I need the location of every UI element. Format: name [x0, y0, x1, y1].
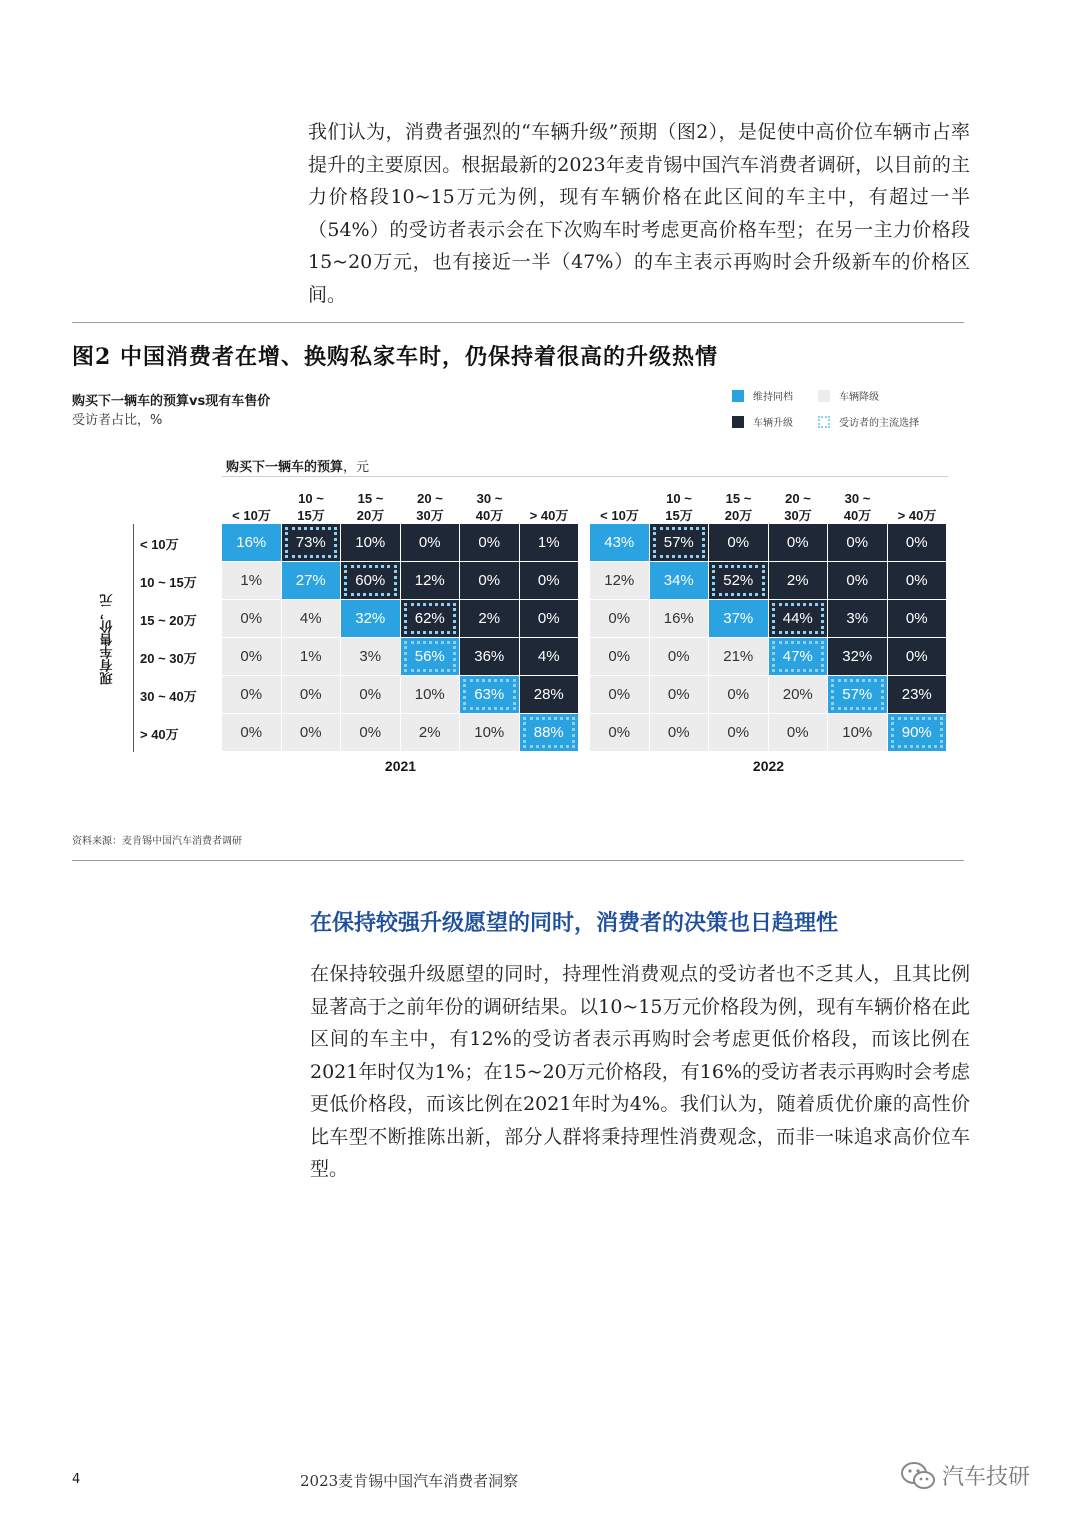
heatmap-cell: 0%: [769, 524, 828, 561]
column-label: 15 ~ 20万: [356, 491, 385, 523]
heatmap-cell: 1%: [222, 562, 281, 599]
heatmap-cell: 12%: [590, 562, 649, 599]
heatmap-cell: 0%: [650, 676, 709, 713]
row-label: 30 ~ 40万: [140, 688, 197, 704]
heatmap-cell: 0%: [709, 714, 768, 751]
chart-subtitle: 购买下一辆车的预算vs现有车售价: [72, 394, 271, 409]
heatmap-cell: 34%: [650, 562, 709, 599]
panel-year-label: 2021: [384, 758, 417, 774]
intro-paragraph: 我们认为，消费者强烈的“车辆升级”预期（图2），是促使中高价位车辆市占率提升的主要原因。根据最新的2023年麦肯锡中国汽车消费者调研，以目前的主力价格段10~15万元为例，现有车辆价格在此区间的车主中，有超过一半（54%）的受访者表示会在下次购车时考虑更高价格车型；在另一主力价格段15~20万元，也有接近一半（47%）的车主表示再购时会升级新车的价格区间。: [308, 121, 970, 306]
column-label: < 10万: [232, 508, 271, 523]
heatmap-cell: 57%: [828, 676, 887, 713]
bottom-divider: [72, 860, 964, 861]
heatmap-cell: 32%: [828, 638, 887, 675]
footer-title: 2023麦肯锡中国汽车消费者洞察: [300, 1472, 519, 1490]
column-label: 10 ~ 15万: [665, 491, 693, 523]
heatmap-cell: 1%: [282, 638, 341, 675]
heatmap-cell: 4%: [282, 600, 341, 637]
heatmap-cell: 0%: [650, 714, 709, 751]
legend-swatch-same: [732, 390, 744, 402]
row-label: > 40万: [140, 726, 179, 742]
heatmap-cell: 36%: [460, 638, 519, 675]
row-label: < 10万: [140, 536, 179, 552]
heatmap-cell: 47%: [769, 638, 828, 675]
column-label: < 10万: [600, 508, 639, 523]
heatmap-cell: 0%: [828, 524, 887, 561]
legend-up: 车辆升级: [732, 414, 793, 429]
heatmap-cell: 2%: [460, 600, 519, 637]
heatmap-cell: 88%: [520, 714, 579, 751]
heatmap-cell: 0%: [520, 600, 579, 637]
heatmap-cell: 3%: [341, 638, 400, 675]
heatmap-cell: 0%: [222, 638, 281, 675]
legend-down: 车辆降级: [818, 388, 879, 403]
heatmap-cell: 20%: [769, 676, 828, 713]
heatmap-cell: 43%: [590, 524, 649, 561]
heatmap-cell: 16%: [650, 600, 709, 637]
heatmap-cell: 2%: [401, 714, 460, 751]
heatmap-cell: 0%: [828, 562, 887, 599]
column-label: > 40万: [529, 508, 569, 523]
section-heading: 在保持较强升级愿望的同时，消费者的决策也日趋理性: [310, 910, 839, 936]
column-label: 30 ~ 40万: [475, 491, 504, 523]
wechat-icon: [900, 1461, 936, 1491]
heatmap-cell: 0%: [282, 676, 341, 713]
heatmap-cell: 10%: [828, 714, 887, 751]
figure-title: 图2 中国消费者在增、换购私家车时，仍保持着很高的升级热情: [72, 344, 718, 370]
heatmap-cell: 57%: [650, 524, 709, 561]
heatmap-cell: 3%: [828, 600, 887, 637]
heatmap-cell: 0%: [282, 714, 341, 751]
column-label: 30 ~ 40万: [843, 491, 872, 523]
heatmap-cell: 0%: [888, 600, 947, 637]
column-label: > 40万: [897, 508, 937, 523]
top-divider: [72, 322, 964, 323]
heatmap-cell: 0%: [222, 676, 281, 713]
legend-swatch-up: [732, 416, 744, 428]
heatmap-cell: 0%: [222, 600, 281, 637]
heatmap-cell: 0%: [460, 524, 519, 561]
heatmap-cell: 0%: [590, 714, 649, 751]
legend-swatch-main: [818, 416, 830, 428]
watermark: 汽车技研: [900, 1460, 1030, 1491]
source-note: 资料来源：麦肯锡中国汽车消费者调研: [72, 836, 242, 847]
legend-main: 受访者的主流选择: [818, 414, 919, 429]
heatmap-cell: 0%: [709, 676, 768, 713]
heatmap-cell: 12%: [401, 562, 460, 599]
heatmap-cell: 0%: [341, 676, 400, 713]
heatmap-cell: 37%: [709, 600, 768, 637]
heatmap-cell: 63%: [460, 676, 519, 713]
row-axis-line: [133, 524, 134, 752]
heatmap-cell: 0%: [460, 562, 519, 599]
heatmap-cell: 23%: [888, 676, 947, 713]
heatmap-cell: 10%: [401, 676, 460, 713]
heatmap-cell: 62%: [401, 600, 460, 637]
heatmap-cell: 28%: [520, 676, 579, 713]
heatmap-cell: 16%: [222, 524, 281, 561]
row-label: 15 ~ 20万: [140, 612, 197, 628]
legend-same: 维持同档: [732, 388, 793, 403]
heatmap-cell: 56%: [401, 638, 460, 675]
column-label: 10 ~ 15万: [297, 491, 325, 523]
legend-swatch-down: [818, 390, 830, 402]
section-paragraph: 在保持较强升级愿望的同时，持理性消费观点的受访者也不乏其人，且其比例显著高于之前年份的调研结果。以10~15万元价格段为例，现有车辆价格在此区间的车主中，有12%的受访者表示再购时会考虑更低价格段，而该比例在2021年时仅为1%；在15~20万元价格段，有16%的受访者表示再购时会考虑更低价格段，而该比例在2021年时为4%。我们认为，随着质优价廉的高性价比车型不断推陈出新，部分人群将秉持理性消费观念，而非一味追求高价位车型。: [310, 963, 971, 1180]
heatmap-cell: 1%: [520, 524, 579, 561]
column-label: 15 ~ 20万: [724, 491, 753, 523]
chart-legend: [732, 388, 962, 434]
chart-unit: 受访者占比，%: [72, 413, 163, 428]
heatmap-cell: 4%: [520, 638, 579, 675]
heatmap-cell: 90%: [888, 714, 947, 751]
column-label: 20 ~ 30万: [416, 491, 444, 523]
heatmap-cell: 0%: [888, 524, 947, 561]
heatmap-cell: 0%: [769, 714, 828, 751]
heatmap-cell: 60%: [341, 562, 400, 599]
heatmap-cell: 0%: [888, 638, 947, 675]
heatmap-cell: 0%: [590, 676, 649, 713]
heatmap-cell: 0%: [222, 714, 281, 751]
row-axis-title: 现有车售价，元: [100, 594, 116, 686]
column-label: 20 ~ 30万: [784, 491, 812, 523]
column-axis-underline: [222, 476, 948, 477]
heatmap-cell: 10%: [460, 714, 519, 751]
heatmap-cell: 27%: [282, 562, 341, 599]
heatmap-cell: 52%: [709, 562, 768, 599]
heatmap-cell: 0%: [590, 638, 649, 675]
heatmap-cell: 0%: [341, 714, 400, 751]
heatmap-cell: 0%: [888, 562, 947, 599]
row-label: 10 ~ 15万: [140, 574, 197, 590]
page-number: 4: [72, 1472, 81, 1487]
panel-year-label: 2022: [752, 758, 785, 774]
heatmap-cell: 0%: [590, 600, 649, 637]
heatmap-cell: 10%: [341, 524, 400, 561]
heatmap-cell: 73%: [282, 524, 341, 561]
heatmap-cell: 44%: [769, 600, 828, 637]
row-label: 20 ~ 30万: [140, 650, 197, 666]
heatmap-cell: 0%: [401, 524, 460, 561]
heatmap-cell: 0%: [709, 524, 768, 561]
heatmap-cell: 32%: [341, 600, 400, 637]
heatmap-cell: 21%: [709, 638, 768, 675]
heatmap-cell: 0%: [520, 562, 579, 599]
heatmap-cell: 2%: [769, 562, 828, 599]
heatmap-cell: 0%: [650, 638, 709, 675]
column-axis-title: 购买下一辆车的预算，元: [226, 460, 370, 475]
